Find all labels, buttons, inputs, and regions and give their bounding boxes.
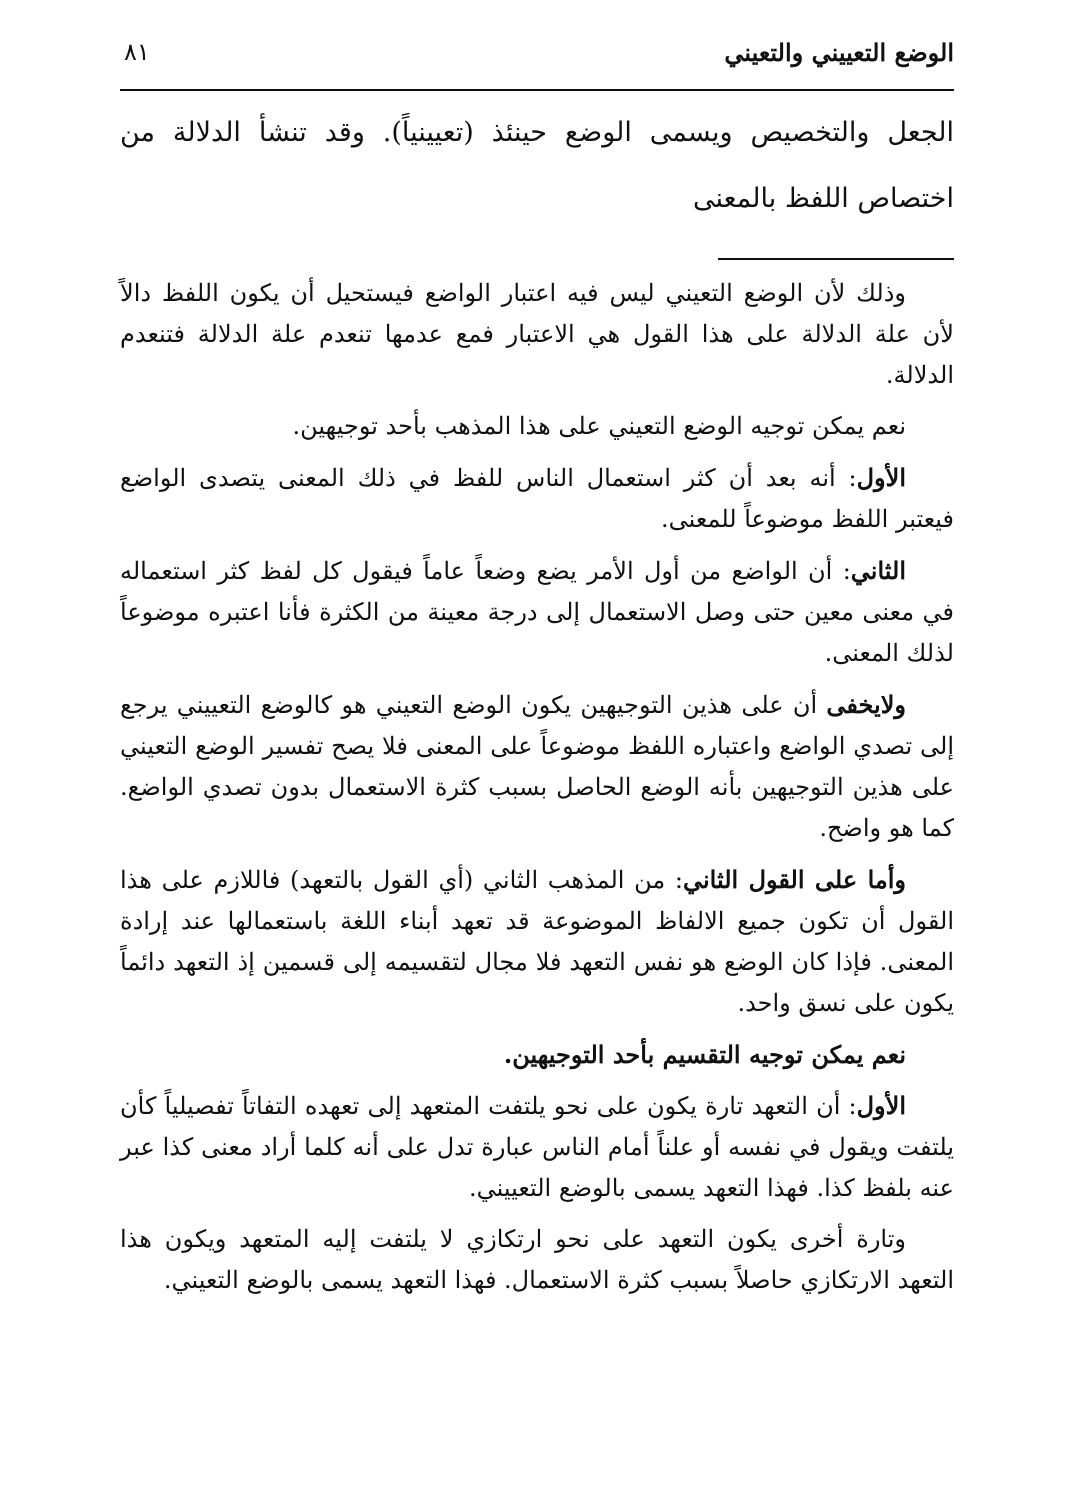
paragraph-lead-second: الثاني [850, 556, 906, 585]
footnote-paragraph-7: نعم يمكن توجيه التقسيم بأحد التوجيهين. [503, 1040, 906, 1069]
paragraph-body: أن على هذين التوجيهين يكون الوضع التعيني هو كالوضع التعييني يرجع إلى تصدي الواضع واعتباره اللفظ موضوعاً على المعنى فلا يصح تفسير الوضع التعيني على هذين التوجيهين بأنه الوضع الحاصل بسبب كثرة الاستعمال بدون تصدي الواضع. كما هو واضح. [120, 691, 954, 842]
header-title: الوضع التعييني والتعيني [724, 38, 954, 67]
paragraph-lead-first: الأول [856, 463, 906, 492]
footnote-paragraph-3 [120, 457, 954, 540]
paragraph-lead-second-view: وأما على القول الثاني [682, 865, 906, 894]
running-header [120, 30, 954, 86]
paragraph-lead-first: الأول [856, 1091, 906, 1120]
paragraph-body: : أنه بعد أن كثر استعمال الناس للفظ في ذلك المعنى يتصدى الواضع فيعتبر اللفظ موضوعاً للمعنى. [120, 464, 954, 533]
footnote-paragraph-8 [120, 1085, 954, 1209]
footnote-paragraph-2: نعم يمكن توجيه الوضع التعيني على هذا المذهب بأحد توجيهين. [292, 412, 906, 440]
footnote-divider [718, 258, 954, 260]
footnote-paragraph-5 [120, 684, 954, 849]
footnotes [120, 273, 954, 1311]
footnote-paragraph-1: وذلك لأن الوضع التعيني ليس فيه اعتبار الواضع فيستحيل أن يكون اللفظ دالاً لأن علة الدلالة على هذا القول هي الاعتبار فمع عدمها تنعدم علة الدلالة فتنعدم الدلالة. [120, 279, 954, 389]
header-divider [120, 89, 954, 91]
paragraph-body: : أن الواضع من أول الأمر يضع وضعاً عاماً فيقول كل لفظ كثر استعماله في معنى معين حتى وصل الاستعمال إلى درجة معينة من الكثرة فأنا اعتبره موضوعاً لذلك المعنى. [120, 557, 955, 667]
footnote-paragraph-6 [120, 859, 954, 1024]
page-number: ٨١ [124, 38, 150, 66]
footnote-paragraph-4 [120, 550, 954, 674]
paragraph-lead-note: ولايخفى [826, 690, 906, 719]
main-text: الجعل والتخصيص ويسمى الوضع حينئذ (تعيينياً). وقد تنشأ الدلالة من اختصاص اللفظ بالمعنى [120, 117, 954, 214]
paragraph-body: : من المذهب الثاني (أي القول بالتعهد) فاللازم على هذا القول أن تكون جميع الالفاظ الموضوعة قد تعهد أبناء اللغة باستعمالها عند إرادة المعنى. فإذا كان الوضع هو نفس التعهد فلا مجال لتقسيمه إلى قسمين إذ التعهد دائماً يكون على نسق واحد. [120, 866, 954, 1017]
footnote-paragraph-9: وتارة أخرى يكون التعهد على نحو ارتكازي لا يلتفت إليه المتعهد ويكون هذا التعهد الارتكازي حاصلاً بسبب كثرة الاستعمال. فهذا التعهد يسمى بالوضع التعيني. [120, 1225, 954, 1294]
paragraph-body: : أن التعهد تارة يكون على نحو يلتفت المتعهد إلى تعهده التفاتاً تفصيلياً كأن يلتفت ويقول في نفسه أو علناً أمام الناس عبارة تدل على أنه كلما أراد معنى كذا عبر عنه بلفظ كذا. فهذا التعهد يسمى بالوضع التعييني. [120, 1092, 954, 1202]
